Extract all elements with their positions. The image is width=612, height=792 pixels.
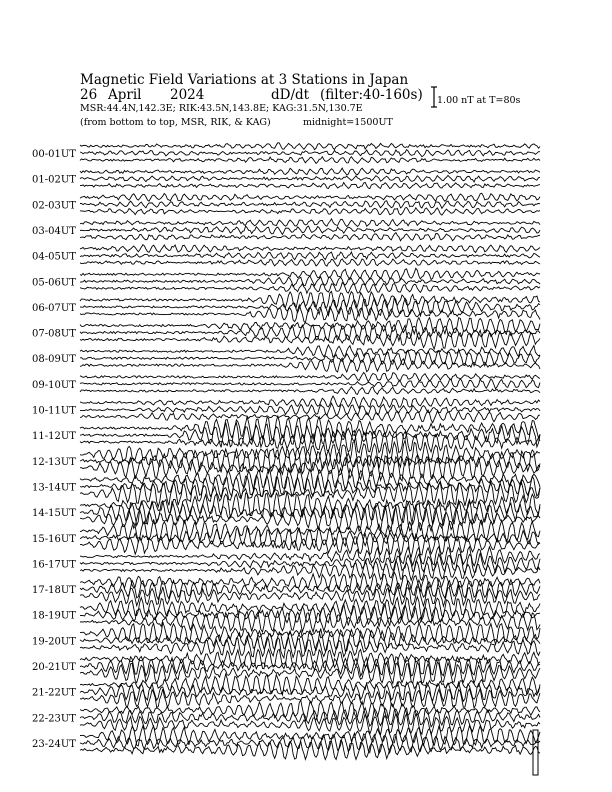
trace-msr-05-06UT bbox=[80, 283, 540, 294]
station-order-note: (from bottom to top, MSR, RIK, & KAG) bbox=[80, 117, 271, 128]
trace-kag-03-04UT bbox=[80, 219, 540, 227]
hour-label: 06-07UT bbox=[32, 302, 76, 314]
midnight-note: midnight=1500UT bbox=[303, 117, 393, 128]
trace-rik-03-04UT bbox=[80, 226, 540, 234]
hour-label: 02-03UT bbox=[32, 200, 76, 212]
trace-kag-04-05UT bbox=[80, 245, 540, 253]
hour-label: 15-16UT bbox=[32, 533, 76, 545]
date-day: 26 bbox=[80, 87, 98, 103]
hour-label: 11-12UT bbox=[32, 431, 76, 443]
hour-label: 04-05UT bbox=[32, 251, 76, 263]
trace-msr-02-03UT bbox=[80, 208, 540, 216]
trace-rik-01-02UT bbox=[80, 175, 540, 182]
hour-label: 22-23UT bbox=[32, 713, 76, 725]
trace-msr-09-10UT bbox=[80, 387, 540, 395]
filter-label: (filter:40-160s) bbox=[320, 87, 423, 103]
trace-rik-00-01UT bbox=[80, 150, 540, 157]
hour-label: 09-10UT bbox=[32, 379, 76, 391]
hour-label: 00-01UT bbox=[32, 149, 76, 160]
trace-rik-04-05UT bbox=[80, 252, 540, 260]
trace-msr-00-01UT bbox=[80, 157, 540, 164]
trace-msr-16-17UT bbox=[80, 560, 540, 580]
trace-kag-05-06UT bbox=[80, 268, 540, 280]
hour-label: 14-15UT bbox=[32, 508, 76, 520]
trace-msr-17-18UT bbox=[80, 585, 540, 606]
hour-label: 03-04UT bbox=[32, 225, 76, 237]
station-coordinates: MSR:44.4N,142.3E; RIK:43.5N,143.8E; KAG:31.5N,130.7E bbox=[80, 103, 363, 114]
hour-label: 20-21UT bbox=[32, 662, 76, 673]
trace-msr-08-09UT bbox=[80, 358, 540, 372]
trace-msr-03-04UT bbox=[80, 233, 540, 241]
trace-rik-09-10UT bbox=[80, 379, 540, 389]
trace-rik-08-09UT bbox=[80, 350, 540, 366]
hour-label: 17-18UT bbox=[32, 585, 76, 597]
hour-label: 10-11UT bbox=[32, 405, 76, 417]
quantity-label: dD/dt bbox=[271, 87, 310, 103]
trace-rik-22-23UT bbox=[80, 708, 540, 727]
trace-rik-05-06UT bbox=[80, 276, 540, 287]
scale-label: 1.00 nT at T=80s bbox=[437, 95, 521, 106]
trace-msr-23-24UT bbox=[80, 740, 540, 759]
hour-label: 05-06UT bbox=[32, 277, 76, 289]
hour-label: 13-14UT bbox=[32, 482, 76, 494]
trace-kag-02-03UT bbox=[80, 193, 540, 201]
trace-kag-01-02UT bbox=[80, 168, 540, 175]
chart-title: Magnetic Field Variations at 3 Stations in Japan bbox=[80, 72, 409, 88]
hour-label: 08-09UT bbox=[32, 354, 76, 366]
hour-label: 01-02UT bbox=[32, 174, 76, 186]
hour-label: 18-19UT bbox=[32, 610, 76, 622]
trace-kag-10-11UT bbox=[80, 396, 540, 408]
hour-label: 23-24UT bbox=[32, 738, 76, 750]
trace-rik-02-03UT bbox=[80, 201, 540, 209]
trace-kag-22-23UT bbox=[80, 700, 540, 721]
trace-kag-06-07UT bbox=[80, 291, 540, 308]
date-month: April bbox=[108, 87, 142, 103]
date-year: 2024 bbox=[170, 87, 205, 103]
hour-label: 07-08UT bbox=[32, 328, 76, 340]
trace-msr-04-05UT bbox=[80, 259, 540, 266]
hour-label: 21-22UT bbox=[32, 687, 76, 699]
hour-label: 19-20UT bbox=[32, 636, 76, 648]
trace-msr-01-02UT bbox=[80, 182, 540, 188]
trace-msr-19-20UT bbox=[80, 636, 540, 658]
hour-label: 12-13UT bbox=[32, 456, 76, 468]
hour-label: 16-17UT bbox=[32, 559, 76, 571]
trace-kag-00-01UT bbox=[80, 143, 540, 150]
